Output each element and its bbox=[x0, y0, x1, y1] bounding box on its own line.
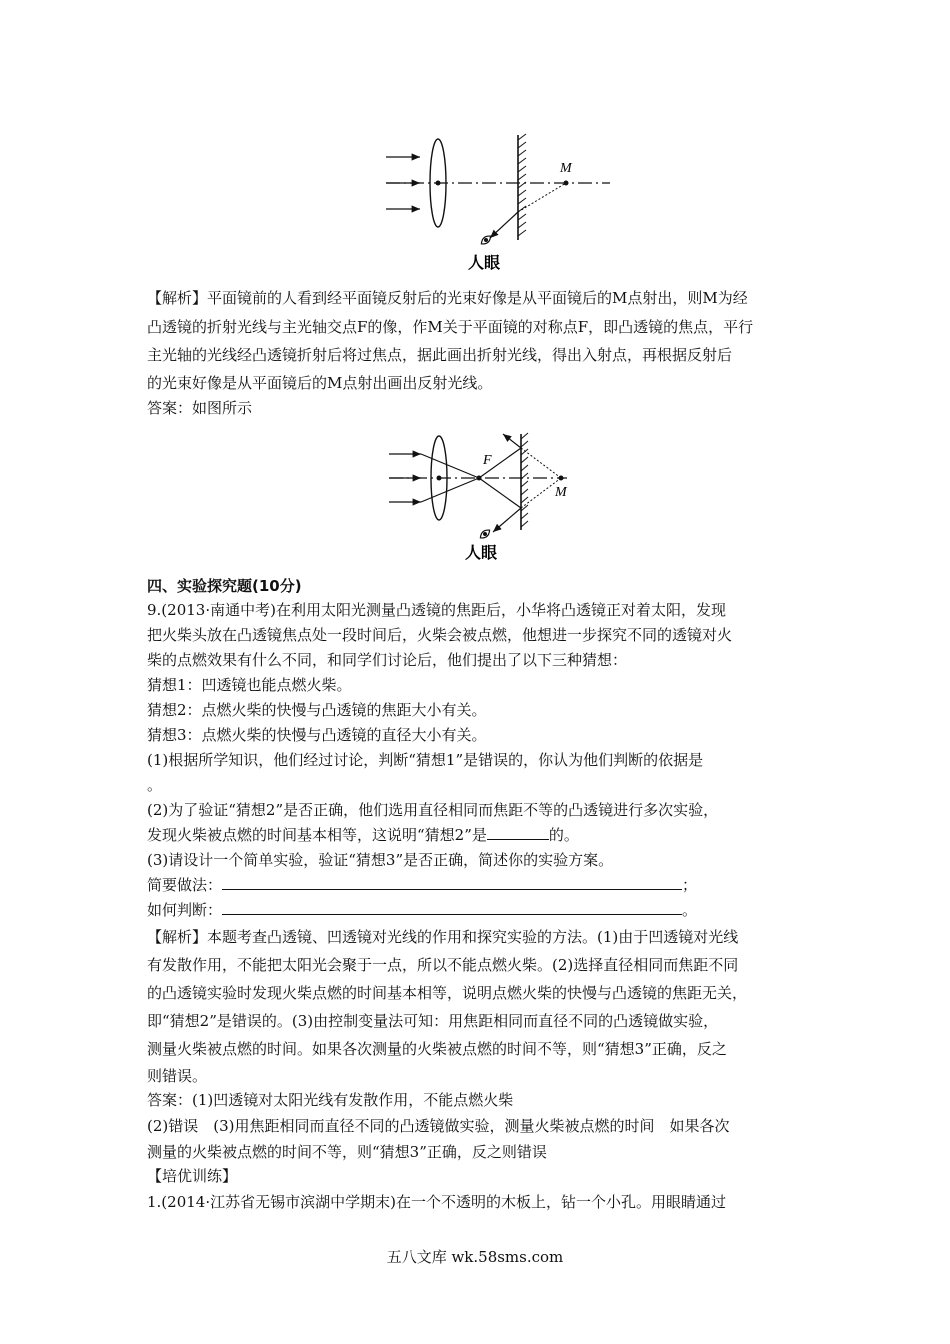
label-m: M bbox=[560, 161, 572, 176]
analysis2-line-1: 【解析】本题考查凸透镜、凹透镜对光线的作用和探究实验的方法。(1)由于凹透镜对光线 bbox=[147, 928, 739, 946]
q1-line-1: (1)根据所学知识，他们经过讨论，判断“猜想1”是错误的，你认为他们判断的依据是 bbox=[147, 751, 704, 769]
answer2-line-2: (2)错误 (3)用焦距相同而直径不同的凸透镜做实验，测量火柴被点燃的时间 如果各次 bbox=[147, 1117, 730, 1135]
training-title: 【培优训练】 bbox=[147, 1167, 238, 1185]
analysis2-line-6: 则错误。 bbox=[147, 1067, 208, 1085]
figure-lens-mirror-1 bbox=[380, 130, 620, 275]
guess-1: 猜想1：凹透镜也能点燃火柴。 bbox=[147, 676, 352, 694]
answer2-line-1: 答案：(1)凹透镜对太阳光线有发散作用，不能点燃火柴 bbox=[147, 1091, 514, 1109]
label-m-2: M bbox=[555, 485, 567, 500]
q9-stem-3: 柴的点燃效果有什么不同，和同学们讨论后，他们提出了以下三种猜想： bbox=[147, 651, 628, 669]
guess-2: 猜想2：点燃火柴的快慢与凸透镜的焦距大小有关。 bbox=[147, 701, 487, 719]
eye-caption: 人眼 bbox=[468, 253, 501, 272]
method-line bbox=[147, 873, 697, 897]
analysis2-line-3: 的凸透镜实验时发现火柴点燃的时间基本相等，说明点燃火柴的快慢与凸透镜的焦距无关， bbox=[147, 984, 748, 1002]
footer: 五八文库 wk.58sms.com bbox=[386, 1248, 564, 1266]
judge-end: 。 bbox=[682, 901, 698, 919]
figure-lens-mirror-2 bbox=[385, 430, 585, 565]
q2-line-2 bbox=[147, 823, 579, 847]
analysis2-line-2: 有发散作用，不能把太阳光会聚于一点，所以不能点燃火柴。(2)选择直径相同而焦距不同 bbox=[147, 956, 739, 974]
judge-blank bbox=[222, 898, 682, 915]
analysis1-line-1: 【解析】平面镜前的人看到经平面镜反射后的光束好像是从平面镜后的M点射出，则M为经 bbox=[147, 289, 748, 307]
analysis1-line-4: 的光束好像是从平面镜后的M点射出画出反射光线。 bbox=[147, 374, 493, 392]
training-q1: 1.(2014·江苏省无锡市滨湖中学期末)在一个不透明的木板上，钻一个小孔。用眼睛通过 bbox=[147, 1193, 726, 1211]
q9-stem-1: 9.(2013·南通中考)在利用太阳光测量凸透镜的焦距后，小华将凸透镜正对着太阳，发现 bbox=[147, 601, 726, 619]
method-label: 简要做法： bbox=[147, 876, 223, 894]
q1-line-2: 。 bbox=[147, 776, 163, 794]
guess-3: 猜想3：点燃火柴的快慢与凸透镜的直径大小有关。 bbox=[147, 726, 487, 744]
analysis1-line-3: 主光轴的光线经凸透镜折射后将过焦点，据此画出折射光线，得出入射点，再根据反射后 bbox=[147, 346, 733, 364]
label-f: F bbox=[483, 453, 492, 468]
analysis2-line-4: 即“猜想2”是错误的。(3)由控制变量法可知：用焦距相同而直径不同的凸透镜做实验， bbox=[147, 1012, 719, 1030]
q2-line-2-post: 的。 bbox=[548, 826, 579, 844]
q2-line-1: (2)为了验证“猜想2”是否正确，他们选用直径相同而焦距不等的凸透镜进行多次实验， bbox=[147, 801, 719, 819]
eye-caption-2: 人眼 bbox=[465, 543, 498, 562]
method-blank bbox=[222, 873, 682, 890]
method-end: ； bbox=[682, 876, 698, 894]
q9-stem-2: 把火柴头放在凸透镜焦点处一段时间后，火柴会被点燃，他想进一步探究不同的透镜对火 bbox=[147, 626, 733, 644]
answer1: 答案：如图所示 bbox=[147, 399, 253, 417]
judge-label: 如何判断： bbox=[147, 901, 223, 919]
q2-blank bbox=[487, 823, 549, 840]
answer2-line-3: 测量的火柴被点燃的时间不等，则“猜想3”正确，反之则错误 bbox=[147, 1143, 547, 1161]
q3-line: (3)请设计一个简单实验，验证“猜想3”是否正确，简述你的实验方案。 bbox=[147, 851, 614, 869]
analysis1-line-2: 凸透镜的折射光线与主光轴交点F的像，作M关于平面镜的对称点F，即凸透镜的焦点，平行 bbox=[147, 318, 754, 336]
section-title: 四、实验探究题(10分) bbox=[147, 577, 302, 595]
judge-line bbox=[147, 898, 697, 922]
analysis2-line-5: 测量火柴被点燃的时间。如果各次测量的火柴被点燃的时间不等，则“猜想3”正确，反之 bbox=[147, 1040, 727, 1058]
q2-line-2-pre: 发现火柴被点燃的时间基本相等，这说明“猜想2”是 bbox=[147, 826, 487, 844]
